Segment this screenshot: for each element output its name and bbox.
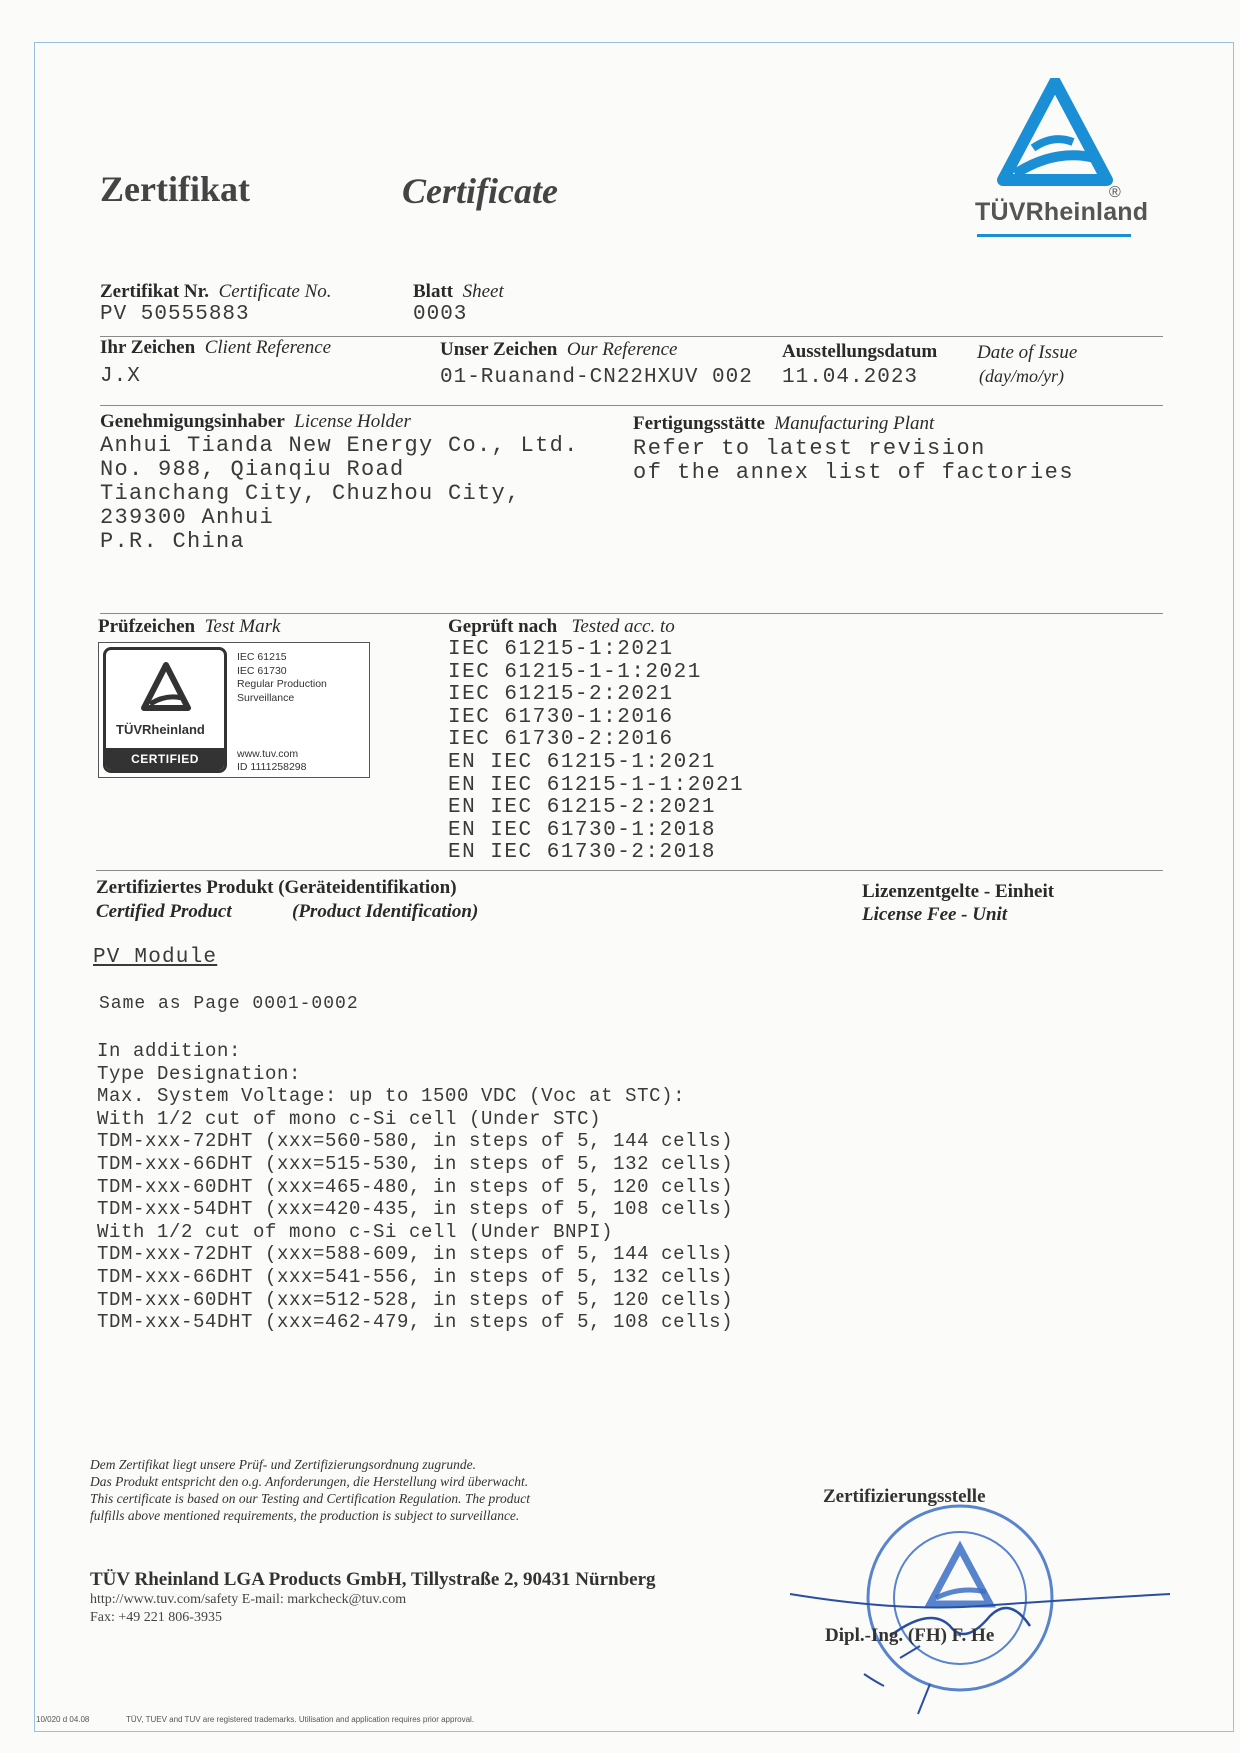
disclaimer	[90, 1456, 530, 1524]
standard-item: EN IEC 61730-2:2018	[448, 841, 716, 865]
detail-line: TDM-xxx-66DHT (xxx=541-556, in steps of 5, 132 cells)	[97, 1265, 734, 1288]
issue-date-format: (day/mo/yr)	[979, 366, 1064, 386]
standard-item: IEC 61215-1:2021	[448, 638, 674, 661]
sheet-label: Blatt Sheet	[413, 281, 504, 302]
badge-certified: CERTIFIED	[106, 748, 224, 770]
badge-brand: TÜVRheinland	[116, 722, 205, 737]
product-label-de: Zertifiziertes Produkt (Geräteidentifikation)	[96, 877, 457, 898]
product-details	[97, 1040, 733, 1334]
detail-line: TDM-xxx-54DHT (xxx=462-479, in steps of 5, 108 cells)	[97, 1311, 734, 1334]
badge-footer	[237, 748, 306, 773]
badge-line: Regular Production	[237, 678, 327, 690]
issuer-fax: Fax: +49 221 806-3935	[90, 1610, 222, 1625]
badge-line: Surveillance	[237, 691, 295, 704]
issue-date-label-en: Date of Issue	[977, 342, 1078, 363]
divider	[96, 870, 1163, 871]
disclaimer-line: This certificate is based on our Testing and Certification Regulation. The product	[90, 1491, 530, 1506]
standard-item: EN IEC 61215-1:2021	[448, 750, 716, 774]
official-stamp-icon	[780, 1486, 1200, 1716]
standard-item: EN IEC 61215-2:2021	[448, 796, 716, 820]
detail-line: TDM-xxx-60DHT (xxx=465-480, in steps of 5, 120 cells)	[97, 1175, 734, 1198]
detail-line: TDM-xxx-66DHT (xxx=515-530, in steps of 5, 132 cells)	[97, 1152, 734, 1175]
license-holder-address	[100, 434, 579, 554]
tested-acc-label: Geprüft nach Tested acc. to	[448, 616, 675, 637]
plant-line: of the annex list of factories	[633, 460, 1075, 485]
disclaimer-line: Das Produkt entspricht den o.g. Anforderungen, die Herstellung wird überwacht.	[90, 1474, 529, 1489]
license-holder-label: Genehmigungsinhaber License Holder	[100, 411, 411, 432]
test-mark-badge	[98, 642, 370, 778]
brand-underline	[977, 234, 1131, 237]
detail-line: Max. System Voltage: up to 1500 VDC (Voc at STC):	[97, 1085, 686, 1108]
address-line: 239300 Anhui	[100, 505, 275, 530]
badge-logo-box	[103, 647, 227, 773]
standard-item: IEC 61730-1:2016	[448, 705, 674, 729]
issuer-company: TÜV Rheinland LGA Products GmbH, Tillystraße 2, 90431 Nürnberg	[90, 1569, 656, 1590]
detail-line: With 1/2 cut of mono c-Si cell (Under STC)	[97, 1107, 602, 1130]
standards-list	[448, 639, 744, 865]
badge-line: IEC 61215	[237, 651, 287, 663]
badge-triangle-icon	[140, 662, 192, 712]
divider	[100, 613, 1163, 614]
badge-id: ID 1111258298	[237, 760, 307, 773]
detail-line: TDM-xxx-72DHT (xxx=588-609, in steps of 5, 144 cells)	[97, 1243, 734, 1266]
cert-no-label: Zertifikat Nr. Certificate No.	[100, 281, 332, 302]
certification-body-label: Zertifizierungsstelle	[823, 1486, 986, 1507]
address-line: P.R. China	[100, 529, 246, 554]
plant-line: Refer to latest revision	[633, 436, 986, 461]
issuer-web-email: http://www.tuv.com/safety E-mail: markcheck@tuv.com	[90, 1592, 407, 1607]
same-as-text: Same as Page 0001-0002	[99, 994, 359, 1014]
cert-no-value: PV 50555883	[100, 303, 250, 326]
product-name: PV Module	[93, 946, 218, 969]
issue-date-value: 11.04.2023	[782, 366, 919, 389]
detail-line: Type Designation:	[97, 1062, 302, 1085]
form-code: 10/020 d 04.08	[36, 1715, 90, 1724]
standard-item: EN IEC 61215-1-1:2021	[448, 773, 745, 797]
tuv-rheinland-logo	[975, 78, 1149, 228]
client-ref-value: J.X	[100, 365, 141, 388]
disclaimer-line: fulfills above mentioned requirements, the production is subject to surveillance.	[90, 1508, 520, 1523]
standard-item: IEC 61730-2:2016	[448, 728, 674, 752]
detail-line: With 1/2 cut of mono c-Si cell (Under BNPI)	[97, 1220, 614, 1243]
badge-line: IEC 61730	[237, 664, 287, 677]
address-line: Anhui Tianda New Energy Co., Ltd.	[100, 433, 579, 458]
brand-name: TÜVRheinland	[975, 198, 1149, 226]
address-line: Tianchang City, Chuzhou City,	[100, 481, 521, 506]
issue-date-label-de: Ausstellungsdatum	[782, 341, 938, 362]
detail-line: TDM-xxx-72DHT (xxx=560-580, in steps of 5, 144 cells)	[97, 1130, 734, 1153]
detail-line: In addition:	[97, 1040, 242, 1062]
detail-line: TDM-xxx-54DHT (xxx=420-435, in steps of 5, 108 cells)	[97, 1198, 734, 1221]
our-ref-value: 01-Ruanand-CN22HXUV 002	[440, 366, 753, 389]
address-line: No. 988, Qianqiu Road	[100, 457, 405, 482]
trademark-notice: TÜV, TUEV and TUV are registered trademarks. Utilisation and application requires prior approval.	[126, 1715, 475, 1724]
registered-mark: ®	[1109, 184, 1121, 201]
test-mark-label: Prüfzeichen Test Mark	[98, 616, 281, 637]
signer-name: Dipl.-Ing. (FH) F. He	[825, 1625, 995, 1646]
product-label-en-2: (Product Identification)	[292, 901, 479, 922]
detail-line: TDM-xxx-60DHT (xxx=512-528, in steps of 5, 120 cells)	[97, 1288, 734, 1311]
client-ref-label: Ihr Zeichen Client Reference	[100, 337, 332, 358]
product-label-en-1: Certified Product	[96, 901, 232, 922]
title-german: Zertifikat	[100, 169, 250, 209]
standard-item: EN IEC 61730-1:2018	[448, 818, 716, 842]
manufacturing-plant-label: Fertigungsstätte Manufacturing Plant	[633, 413, 935, 434]
sheet-value: 0003	[413, 303, 468, 326]
our-ref-label: Unser Zeichen Our Reference	[440, 339, 678, 360]
badge-url: www.tuv.com	[237, 748, 299, 760]
disclaimer-line: Dem Zertifikat liegt unsere Prüf- und Zertifizierungsordnung zugrunde.	[90, 1457, 476, 1472]
divider	[100, 405, 1163, 406]
standard-item: IEC 61215-2:2021	[448, 683, 674, 707]
badge-text	[237, 651, 327, 705]
fee-label-de: Lizenzentgelte - Einheit	[862, 881, 1055, 902]
manufacturing-plant-text	[633, 437, 1074, 485]
fee-label-en: License Fee - Unit	[862, 904, 1008, 925]
title-english: Certificate	[402, 171, 558, 211]
standard-item: IEC 61215-1-1:2021	[448, 660, 702, 684]
tuv-triangle-icon	[975, 78, 1145, 188]
